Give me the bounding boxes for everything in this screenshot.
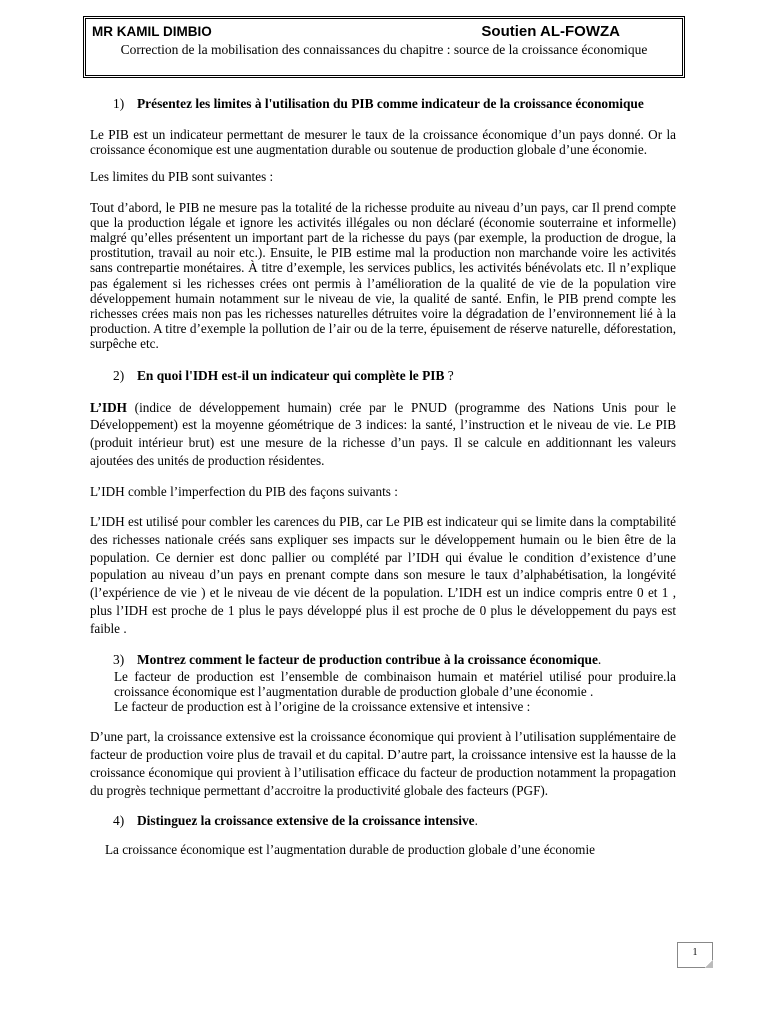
paragraph-idh-intro: L’IDH comble l’imperfection du PIB des façons suivants : <box>90 483 398 499</box>
question-4-text: Distinguez la croissance extensive de la croissance intensive <box>137 813 475 829</box>
document-body <box>90 94 676 870</box>
author-name: MR KAMIL DIMBIO <box>92 24 212 39</box>
question-3 <box>90 650 676 669</box>
question-1-text: Présentez les limites à l'utilisation du PIB comme indicateur de la croissance économique <box>137 96 644 111</box>
page-number-box <box>677 942 713 968</box>
paragraph-facteur-definition: Le facteur de production est l’ensemble de combinaison humain et matériel utilisé pour produire.la croissance économique est l’augmentation durable de production globale d’une économie . <box>114 668 676 699</box>
question-2 <box>90 366 676 385</box>
question-4-number: 4) <box>113 813 125 829</box>
question-2-number: 2) <box>113 367 125 383</box>
header-top-row <box>92 23 676 40</box>
question-3-suffix: . <box>597 651 602 667</box>
page-fold-icon <box>705 960 713 968</box>
question-1-number: 1) <box>113 96 125 111</box>
paragraph-idh-definition <box>90 399 676 470</box>
paragraph-croissance-types: D’une part, la croissance extensive est la croissance économique qui provient à l’utilisation supplémentaire de facteur de production voire plus de travail et du capital. D’autre part, la croissance intensive est la hausse de la croissance économique qui provient à l’utilisation efficace du facteur de production notamment la propagation du progrès technique permettant d’accroitre la productivité globale des facteurs (PGF). <box>90 729 676 798</box>
document-title: Correction de la mobilisation des connaissances du chapitre : source de la croissance économique <box>120 42 648 57</box>
question-3-number: 3) <box>113 651 125 667</box>
question-2-text: En quoi l'IDH est-il un indicateur qui complète le PIB <box>137 367 445 383</box>
organization-name: Soutien AL-FOWZA <box>481 23 620 40</box>
idh-definition-text: (indice de développement humain) crée par le PNUD (programme des Nations Unis pour le Développement) est la moyenne géométrique de 3 indices: la santé, l’instruction et le niveau de vie. Le PIB (produit intérieur brut) est une mesure de la richesse d’un pays. Il se calcule en additionnant les valeurs ajoutées des unités de production résidentes. <box>90 399 676 469</box>
paragraph-idh-explanation: L’IDH est utilisé pour combler les carences du PIB, car Le PIB est indicateur qui se limite dans la comptabilité des richesses nationale créés sans expliquer ses impacts sur le développement humain ou le bien être de la population. Ce dernier est donc pallier ou complété par l’IDH qui évalue le condition d’existence d’une population au niveau d’un pays en prenant compte dans son mesure le taux d’alphabétisation, la longévité (l’expérience de vie ) et le niveau de vie décent de la population. L’IDH est un indice compris entre 0 et 1 , plus l’IDH est proche de 1 plus le pays développé plus il est proche de 0 plus le développement du pays est faible . <box>90 514 676 636</box>
paragraph-pib-definition: Le PIB est un indicateur permettant de mesurer le taux de la croissance économique d’un pays donné. Or la croissance économique est une augmentation durable ou soutenue de production globale d’une économie. <box>90 127 676 158</box>
question-2-suffix: ? <box>444 367 454 383</box>
paragraph-pib-limits-intro: Les limites du PIB sont suivantes : <box>90 169 274 185</box>
paragraph-croissance-definition: La croissance économique est l’augmentation durable de production globale d’une économie <box>105 842 595 858</box>
page-number: 1 <box>692 947 698 958</box>
question-3-text: Montrez comment le facteur de production contribue à la croissance économique <box>137 651 598 667</box>
question-4-suffix: . <box>474 813 478 829</box>
question-1 <box>90 94 676 113</box>
question-4 <box>90 811 676 830</box>
paragraph-pib-limits: Tout d’abord, le PIB ne mesure pas la totalité de la richesse produite au niveau d’un pays, car Il prend compte que la production légale et ignore les activités illégales ou non déclaré (économie souterraine et informelle) malgré qu’elles présentent un important part de la richesse du pays (par exemple, la production de drogue, la prostitution, travail au noir etc.). Ensuite, le PIB estime mal la production non marchande voire les activités sans contrepartie monétaires. À titre d’exemple, les services publics, les activités bénévolats etc. Il n’explique pas également si les richesses crées ont permis à l’amélioration de la qualité de vie de la population vire développement humain notamment sur le niveau de vie, la qualité de santé. Enfin, le PIB prend compte les richesses crées mais non pas les richesses naturelles détruites voire la dégradation de l’environnement lié à la production. A titre d’exemple la pollution de l’air ou de la terre, épuisement de réserve naturelle, déforestation, surpêche etc. <box>90 199 676 352</box>
paragraph-facteur-origin: Le facteur de production est à l’origine de la croissance extensive et intensive : <box>114 699 531 715</box>
idh-lead: L’IDH <box>90 399 127 415</box>
header-box <box>83 16 685 78</box>
